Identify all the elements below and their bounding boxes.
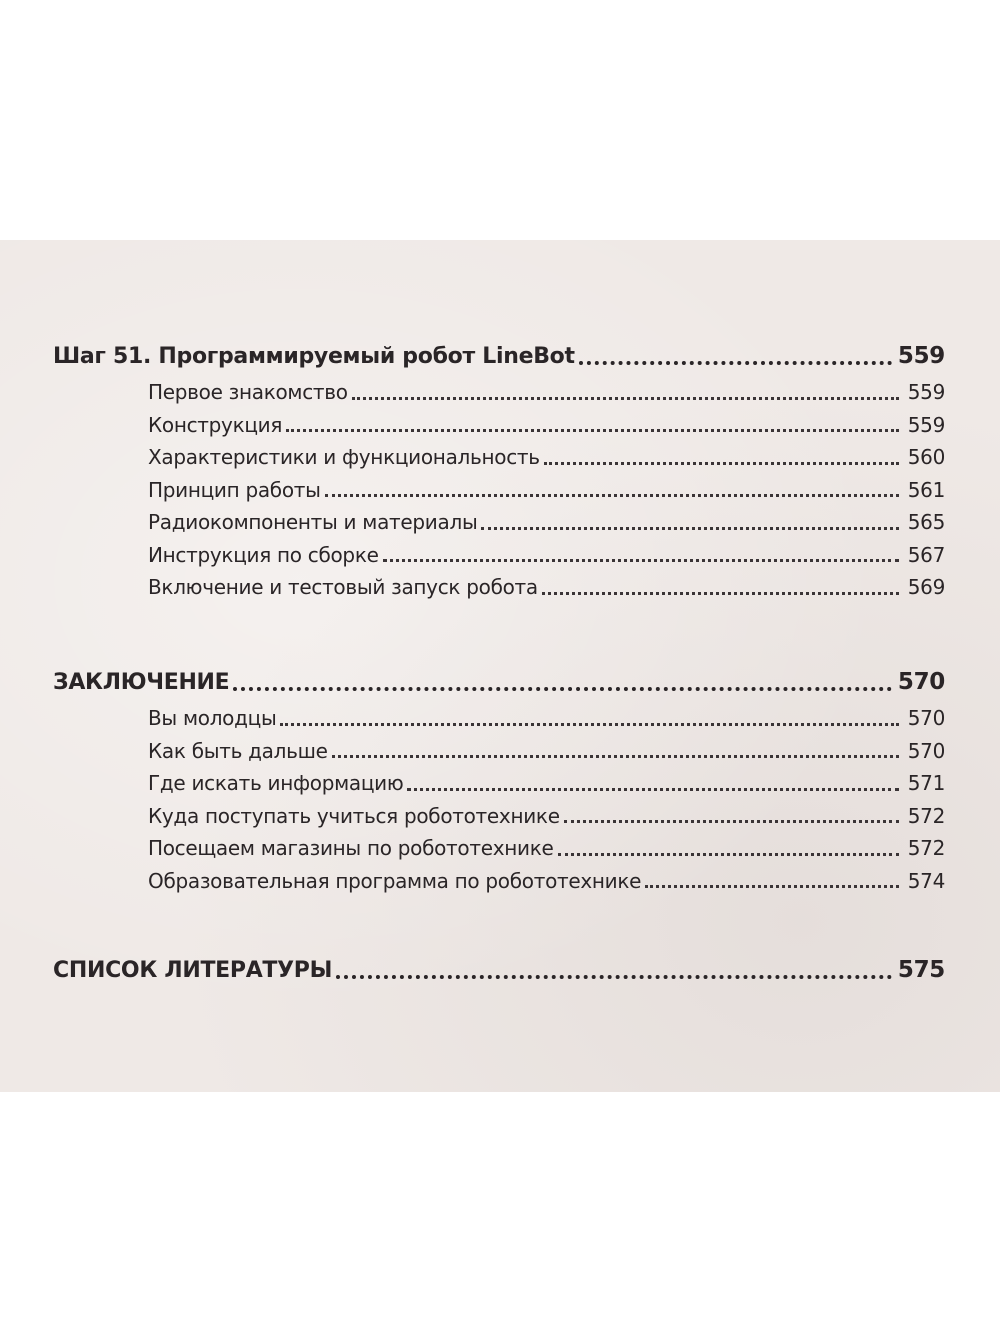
toc-item — [148, 767, 945, 800]
toc-heading-title: СПИСОК ЛИТЕРАТУРЫ — [53, 958, 333, 983]
toc-section — [53, 950, 945, 990]
dot-leader — [645, 884, 899, 888]
toc-heading-page: 575 — [897, 957, 945, 983]
dot-leader — [336, 974, 892, 979]
toc-item-page: 567 — [907, 542, 945, 567]
toc-heading-title: Шаг 51. Программируемый робот LineBot — [53, 344, 575, 369]
toc-item-page: 559 — [907, 380, 945, 404]
toc-item — [148, 832, 945, 865]
toc-item-title: Принцип работы — [148, 477, 321, 502]
toc-item — [148, 506, 945, 539]
toc-item — [148, 474, 945, 507]
toc-item — [148, 376, 945, 409]
toc-item-title: Посещаем магазины по робототехнике — [148, 836, 554, 860]
toc-item — [148, 800, 945, 833]
dot-leader — [286, 428, 899, 432]
dot-leader — [544, 461, 899, 465]
toc-item-title: Конструкция — [148, 412, 283, 437]
dot-leader — [280, 722, 899, 726]
dot-leader — [564, 819, 899, 823]
toc-item-page: 569 — [907, 575, 945, 599]
toc-item-page: 572 — [907, 836, 945, 860]
dot-leader — [542, 591, 899, 595]
toc-item-title: Где искать информацию — [148, 771, 404, 795]
toc-item-page: 570 — [907, 706, 945, 730]
toc-item-title: Радиокомпоненты и материалы — [148, 510, 478, 534]
toc-item — [148, 702, 945, 735]
toc-item — [148, 409, 945, 442]
toc-heading-page: 559 — [897, 343, 945, 369]
toc-section — [53, 662, 945, 897]
toc-item-title: Инструкция по сборке — [148, 542, 379, 567]
dot-leader — [332, 754, 899, 758]
toc-item-page: 561 — [907, 477, 945, 502]
toc-item-title: Характеристики и функциональность — [148, 445, 540, 469]
toc-heading-title: ЗАКЛЮЧЕНИЕ — [53, 670, 230, 695]
toc-heading-page: 570 — [897, 669, 945, 695]
toc-item-page: 571 — [907, 771, 945, 795]
toc-section — [53, 336, 945, 604]
toc-item-list — [148, 376, 945, 604]
dot-leader — [407, 787, 899, 791]
toc-heading-row — [53, 950, 945, 990]
toc-heading-row — [53, 336, 945, 376]
toc-item — [148, 571, 945, 604]
toc-item-title: Включение и тестовый запуск робота — [148, 575, 538, 599]
toc-item-list — [148, 702, 945, 897]
toc-item-title: Как быть дальше — [148, 738, 328, 763]
dot-leader — [558, 852, 900, 856]
toc-item-page: 565 — [907, 510, 945, 534]
toc-item — [148, 735, 945, 768]
toc-item-page: 570 — [907, 738, 945, 763]
toc-item-title: Вы молодцы — [148, 706, 277, 730]
dot-leader — [325, 493, 899, 497]
toc-item-page: 572 — [907, 803, 945, 828]
dot-leader — [481, 526, 899, 530]
dot-leader — [383, 558, 899, 562]
dot-leader — [352, 396, 899, 400]
toc-item-page: 559 — [907, 412, 945, 437]
toc-item-page: 560 — [907, 445, 945, 469]
toc-item — [148, 865, 945, 898]
dot-leader — [233, 686, 891, 691]
toc-item-page: 574 — [907, 868, 945, 893]
dot-leader — [579, 360, 892, 365]
toc-item-title: Образовательная программа по робототехнике — [148, 868, 642, 893]
toc-item-title: Куда поступать учиться робототехнике — [148, 803, 560, 828]
toc-item — [148, 441, 945, 474]
toc-heading-row — [53, 662, 945, 702]
toc-item-title: Первое знакомство — [148, 380, 348, 404]
toc-item — [148, 539, 945, 572]
book-page — [0, 240, 1000, 1092]
